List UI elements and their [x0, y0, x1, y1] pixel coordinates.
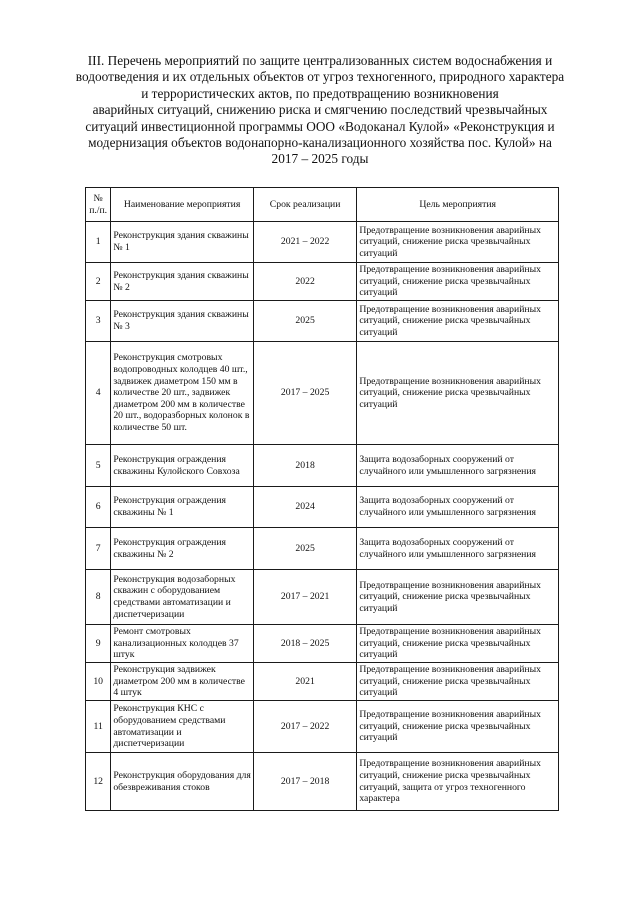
- table-row: [86, 753, 559, 811]
- table-row: [86, 222, 559, 263]
- cell-name: Реконструкция КНС с оборудованием средствами автоматизации и диспетчеризации: [111, 701, 254, 753]
- cell-goal: Предотвращение возникновения аварийных ситуаций, снижение риска чрезвычайных ситуаций: [357, 342, 559, 445]
- title-line: и террористических актов, по предотвращению возникновения: [141, 85, 499, 101]
- table-row: [86, 342, 559, 445]
- cell-name: Реконструкция здания скважины № 2: [111, 263, 254, 301]
- cell-period: 2018 – 2025: [253, 625, 356, 663]
- cell-name: Реконструкция здания скважины № 1: [111, 222, 254, 263]
- cell-num: 12: [86, 753, 111, 811]
- measures-table: [85, 187, 559, 811]
- cell-goal: Предотвращение возникновения аварийных ситуаций, снижение риска чрезвычайных ситуаций: [357, 570, 559, 625]
- table-row: [86, 701, 559, 753]
- cell-num: 4: [86, 342, 111, 445]
- cell-goal: Предотвращение возникновения аварийных ситуаций, снижение риска чрезвычайных ситуаций: [357, 222, 559, 263]
- table-row: [86, 625, 559, 663]
- cell-goal: Предотвращение возникновения аварийных ситуаций, снижение риска чрезвычайных ситуаций: [357, 263, 559, 301]
- cell-name: Реконструкция ограждения скважины № 1: [111, 487, 254, 528]
- header-goal: Цель мероприятия: [357, 188, 559, 222]
- cell-goal: Предотвращение возникновения аварийных ситуаций, снижение риска чрезвычайных ситуаций: [357, 301, 559, 342]
- table-row: [86, 487, 559, 528]
- cell-period: 2017 – 2025: [253, 342, 356, 445]
- cell-period: 2025: [253, 301, 356, 342]
- cell-goal: Предотвращение возникновения аварийных ситуаций, снижение риска чрезвычайных ситуаций: [357, 663, 559, 701]
- header-period: Срок реализации: [253, 188, 356, 222]
- cell-goal: Предотвращение возникновения аварийных ситуаций, снижение риска чрезвычайных ситуаций, защита от угроз техногенного характера: [357, 753, 559, 811]
- cell-name: Реконструкция оборудования для обезвреживания стоков: [111, 753, 254, 811]
- page-title: [70, 53, 570, 168]
- cell-name: Реконструкция ограждения скважины Кулойского Совхоза: [111, 445, 254, 487]
- table-header-row: [86, 188, 559, 222]
- cell-period: 2017 – 2021: [253, 570, 356, 625]
- cell-num: 5: [86, 445, 111, 487]
- cell-num: 11: [86, 701, 111, 753]
- cell-num: 6: [86, 487, 111, 528]
- cell-name: Реконструкция здания скважины № 3: [111, 301, 254, 342]
- cell-period: 2025: [253, 528, 356, 570]
- table-row: [86, 263, 559, 301]
- cell-num: 7: [86, 528, 111, 570]
- cell-goal: Предотвращение возникновения аварийных ситуаций, снижение риска чрезвычайных ситуаций: [357, 701, 559, 753]
- cell-num: 9: [86, 625, 111, 663]
- cell-goal: Защита водозаборных сооружений от случайного или умышленного загрязнения: [357, 445, 559, 487]
- cell-num: 3: [86, 301, 111, 342]
- header-num: № п./п.: [86, 188, 111, 222]
- cell-period: 2021 – 2022: [253, 222, 356, 263]
- table-row: [86, 663, 559, 701]
- cell-name: Ремонт смотровых канализационных колодцев 37 штук: [111, 625, 254, 663]
- title-line: водоотведения и их отдельных объектов от угроз техногенного, природного характера: [75, 69, 565, 85]
- cell-period: 2024: [253, 487, 356, 528]
- cell-period: 2021: [253, 663, 356, 701]
- cell-period: 2017 – 2022: [253, 701, 356, 753]
- cell-num: 2: [86, 263, 111, 301]
- table-row: [86, 445, 559, 487]
- title-line: ситуаций инвестиционной программы ООО «Водоканал Кулой» «Реконструкция и: [85, 118, 555, 134]
- title-line: модернизация объектов водонапорно-канализационного хозяйства пос. Кулой» на: [88, 135, 552, 151]
- cell-period: 2017 – 2018: [253, 753, 356, 811]
- cell-num: 10: [86, 663, 111, 701]
- header-name: Наименование мероприятия: [111, 188, 254, 222]
- cell-num: 1: [86, 222, 111, 263]
- title-line: 2017 – 2025 годы: [271, 151, 369, 167]
- cell-name: Реконструкция ограждения скважины № 2: [111, 528, 254, 570]
- table-row: [86, 570, 559, 625]
- cell-name: Реконструкция смотровых водопроводных колодцев 40 шт., задвижек диаметром 150 мм в количестве 20 шт., задвижек диаметром 200 мм в количестве 20 шт., водоразборных колонок в количестве 50 шт.: [111, 342, 254, 445]
- cell-num: 8: [86, 570, 111, 625]
- cell-goal: Защита водозаборных сооружений от случайного или умышленного загрязнения: [357, 528, 559, 570]
- table-row: [86, 301, 559, 342]
- cell-period: 2018: [253, 445, 356, 487]
- title-line: аварийных ситуаций, снижению риска и смягчению последствий чрезвычайных: [92, 102, 548, 118]
- cell-goal: Предотвращение возникновения аварийных ситуаций, снижение риска чрезвычайных ситуаций: [357, 625, 559, 663]
- cell-goal: Защита водозаборных сооружений от случайного или умышленного загрязнения: [357, 487, 559, 528]
- cell-name: Реконструкция задвижек диаметром 200 мм в количестве 4 штук: [111, 663, 254, 701]
- cell-name: Реконструкция водозаборных скважин с оборудованием средствами автоматизации и диспетчеризации: [111, 570, 254, 625]
- title-line: III. Перечень мероприятий по защите централизованных систем водоснабжения и: [87, 53, 553, 68]
- table-row: [86, 528, 559, 570]
- cell-period: 2022: [253, 263, 356, 301]
